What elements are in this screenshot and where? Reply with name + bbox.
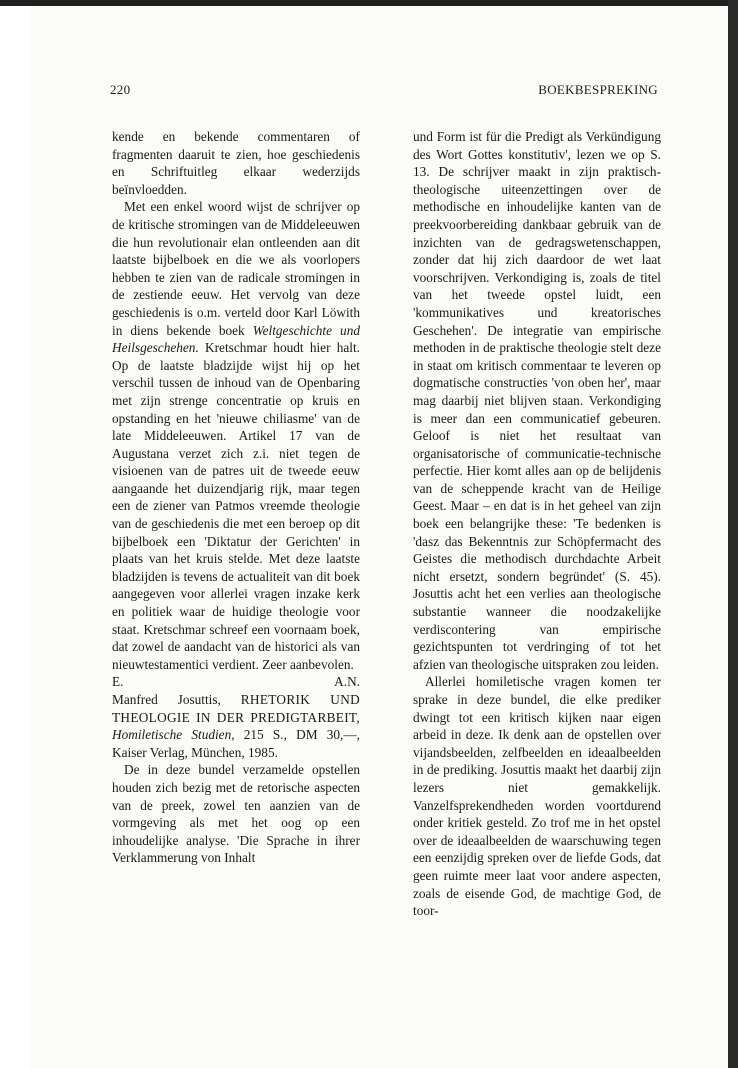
paragraph [112,198,360,673]
biblio-title: RHETORIK UND THEOLOGIE IN DER PREDIGTARBEIT, [112,692,361,725]
left-column [112,128,360,867]
paragraph: De in deze bundel verzamelde opstellen houden zich bezig met de retorische aspecten van de preek, zowel ten aanzien van de vormgeving als met het oog op een inhoudelijke analyse. 'Die Sprache in ihrer Verklammerung von Inhalt [112,762,360,866]
signature-right: A.N. [334,674,360,690]
section-title: BOEKBESPREKING [538,82,658,97]
biblio-details: 215 S., DM 30,—, Kaiser Verlag, München, 1985. [112,727,360,760]
right-column [413,128,661,920]
biblio-author: Manfred Josuttis, [112,692,241,707]
page-number: 220 [110,82,131,97]
biblio-series: Homiletische Studien, [112,727,235,743]
paragraph: Allerlei homiletische vragen komen ter sprake in deze bundel, die elke prediker dwingt tot een kritisch kijken naar eigen arbeid in deze. Ik denk aan de opstellen over vijandsbeelden, zelfbeelden en ideaalbeelden in de prediking. Josuttis maakt het daarbij zijn lezers niet gemakkelijk. Vanzelfsprekendheden worden voortdurend onder kritiek gesteld. Zo trof me in het opstel over de ideaalbeelden de waarschuwing tegen een eenzijdig spreken over de liefde Gods, dat geen ruimte meer laat voor andere aspecten, zoals de eisende God, de machtige God, de toor- [413,674,661,919]
scan-edge-right [728,0,738,1068]
paragraph-text: Kretschmar houdt hier halt. Op de laatste bladzijde wijst hij op het verschil tussen de inhoud van de Openbaring met zijn strenge concentratie op kruis en opstanding en het 'nieuwe chiliasme' van de late Middeleeuwen. Artikel 17 van de Augustana verzet zich z.i. niet tegen de visioenen van de patres uit de tweede eeuw aangaande het duizendjarig rijk, maar tegen een de ziener van Patmos vreemde theologie van de geschiedenis die met een beroep op dit bijbelboek een 'Diktatur der Gerichten' in plaats van het kruis stelde. Met deze laatste bladzijden is tevens de actualiteit van dit boek aangegeven voor allerlei vragen inzake kerk en politiek waar de huidige theologie voor staat. Kretschmar schreef een voornaam boek, dat zowel de aandacht van de historici als van nieuwtestamentici verdient. Zeer aanbevolen. [112,340,360,672]
paragraph-text: Met een enkel woord wijst de schrijver op de kritische stromingen van de Middeleeuwen die hun revolutionair elan ontleenden aan dit laatste bijbelboek en die we als voorlopers hebben te zien van de radicale stromingen in de zestiende eeuw. Het vervolg van deze geschiedenis is o.m. verteld door Karl Löwith in diens bekende boek [112,199,360,338]
book-title: Weltgeschichte und Heilsgeschehen. [112,322,361,356]
review-signature [112,673,360,691]
paragraph: und Form ist für die Predigt als Verkündigung des Wort Gottes konstitutiv', lezen we op S. 13. De schrijver maakt in zijn praktisch-theologische uiteenzettingen over de methodische en inhoudelijke kanten van de preekvoorbereiding dankbaar gebruik van de inzichten van de gedragswetenschappen, zonder dat hij zich daardoor de wet laat voorschrijven. Verkondiging is, zoals de titel van het tweede opstel luidt, een 'kommunikatives und kreatorisches Geschehen'. De integratie van empirische methoden in de praktische theologie stelt deze in staat om kritisch commentaar te leveren op dogmatische constructies 'von oben her', maar mag daarbij niet blijven staan. Verkondiging is meer dan een communicatief gebeuren. Geloof is niet het resultaat van organisatorische of communicatie-technische perfectie. Hier komt alles aan op de belijdenis van de scheppende kracht van de Heilige Geest. Maar – en dat is in het geheel van zijn boek een belangrijke these: 'Te bedenken is 'dasz das Bekenntnis zur Schöpfermacht des Geistes die methodisch durchdachte Arbeit nicht ersetzt, sondern begründet' (S. 45). Josuttis acht het een verlies aan theologische substantie wanneer die noodzakelijke verdiscontering van empirische gezichtspunten tot verdringing of tot het afzien van theologische uitspraken zou leiden. [413,129,661,672]
signature-left: E. [112,674,124,690]
paragraph: kende en bekende commentaren of fragmenten daaruit te zien, hoe geschiedenis en Schriftuitleg elkaar wederzijds beïnvloedden. [112,129,360,197]
bibliographic-entry [112,691,360,761]
